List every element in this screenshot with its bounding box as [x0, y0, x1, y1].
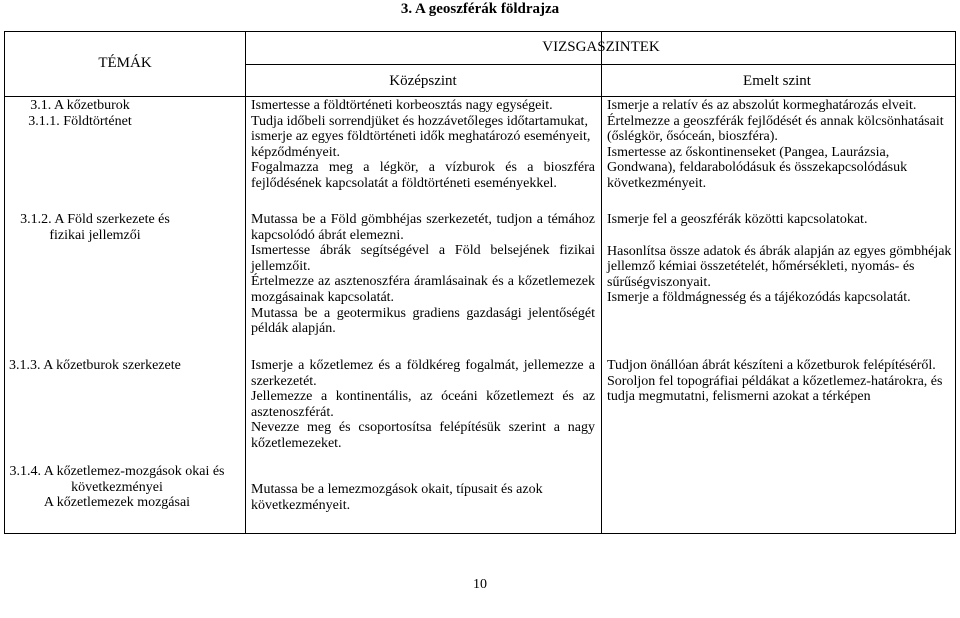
requirement: Ismertesse ábrák segítségével a Föld belsejének fizikai jellemzőit. [251, 243, 595, 274]
topic-3-1-3 [9, 358, 245, 374]
header-divider-1 [245, 64, 955, 65]
requirement: Hasonlítsa össze adatok és ábrák alapján az egyes gömbhéjak jellemző kémiai összetételét, hőmérsékleti, nyomás- és sűrűségviszonyait. [607, 243, 952, 290]
topic-3-1-4 [5, 464, 245, 511]
topic-line: 3.1.4. A kőzetlemez-mozgások okai és következményei [9, 464, 225, 495]
requirement: Ismertesse az őskontinenseket (Pangea, Laurázsia, Gondwana), feldarabolódásuk és összekapcsolódásuk következményeit. [607, 144, 908, 191]
page-title: 3. A geoszférák földrajza [400, 1, 560, 17]
header-topics: TÉMÁK [98, 55, 152, 71]
topic-3-1-2 [5, 212, 245, 243]
adv-3-1-1 [607, 98, 953, 192]
header-divider-2 [5, 96, 955, 97]
requirement: Ismerje a kőzetlemez és a földkéreg fogalmát, jellemezze a szerkezetét. [251, 358, 595, 389]
column-divider-2 [601, 32, 602, 533]
curriculum-table [4, 31, 956, 534]
mid-3-1-4 [251, 482, 595, 513]
topic-line: 3.1.3. A kőzetburok szerkezete [9, 358, 181, 373]
page-number: 10 [473, 577, 487, 592]
adv-3-1-3 [607, 358, 953, 405]
requirement: Ismerje fel a geoszférák közötti kapcsolatokat. [607, 212, 868, 227]
requirement: Ismerje a relatív és az abszolút kormeghatározás elveit. [607, 98, 917, 113]
requirement: Ismerje a földmágnesség és a tájékozódás kapcsolatát. [607, 290, 911, 306]
requirement: Mutassa be a lemezmozgások okait, típusait és azok következményeit. [251, 482, 543, 513]
mid-3-1-2 [251, 212, 595, 337]
requirement: Tudja időbeli sorrendjüket és hozzávetőleges időtartamukat, ismerje az egyes földtörténeti idők meghatározó eseményeit, képződményeit. [251, 113, 591, 160]
adv-3-1-2 [607, 212, 953, 306]
header-mid-level: Középszint [389, 73, 457, 89]
column-divider-1 [245, 32, 246, 533]
topic-line: 3.1. A kőzetburok [30, 98, 130, 113]
topic-line: 3.1.1. Földtörténet [28, 113, 132, 129]
requirement: Mutassa be a Föld gömbhéjas szerkezetét, tudjon a témához kapcsolódó ábrát elemezni. [251, 212, 595, 243]
mid-3-1-3 [251, 358, 595, 452]
requirement: Értelmezze a geoszférák fejlődését és annak kölcsönhatásait (őslégkör, ősóceán, bioszféra). [607, 113, 944, 145]
requirement: Nevezze meg és csoportosítsa felépítésük szerint a nagy kőzetlemezeket. [251, 420, 595, 451]
topic-line: A kőzetlemezek mozgásai [43, 495, 191, 511]
header-advanced-level: Emelt szint [743, 73, 811, 89]
requirement: Fogalmazza meg a légkör, a vízburok és a bioszféra fejlődésének kapcsolatát a földtörténeti eseményekkel. [251, 160, 595, 191]
header-exam-levels: VIZSGASZINTEK [542, 39, 660, 55]
requirement: Jellemezze a kontinentális, az óceáni kőzetlemezt és az asztenoszférát. [251, 389, 595, 420]
topic-3-1 [5, 98, 245, 129]
requirement: Mutassa be a geotermikus gradiens gazdasági jelentőségét példák alapján. [251, 305, 595, 337]
topic-line: 3.1.2. A Föld szerkezete és fizikai jellemzői [20, 212, 170, 243]
requirement: Soroljon fel topográfiai példákat a kőzetlemez-határokra, és tudja megmutatni, felismerni azokat a térképen [607, 373, 943, 405]
requirement: Ismertesse a földtörténeti korbeosztás nagy egységeit. [251, 98, 553, 113]
requirement: Értelmezze az asztenoszféra áramlásainak és a kőzetlemezek mozgásainak kapcsolatát. [251, 274, 595, 305]
requirement: Tudjon önállóan ábrát készíteni a kőzetburok felépítéséről. [607, 358, 936, 373]
mid-3-1-1 [251, 98, 595, 192]
